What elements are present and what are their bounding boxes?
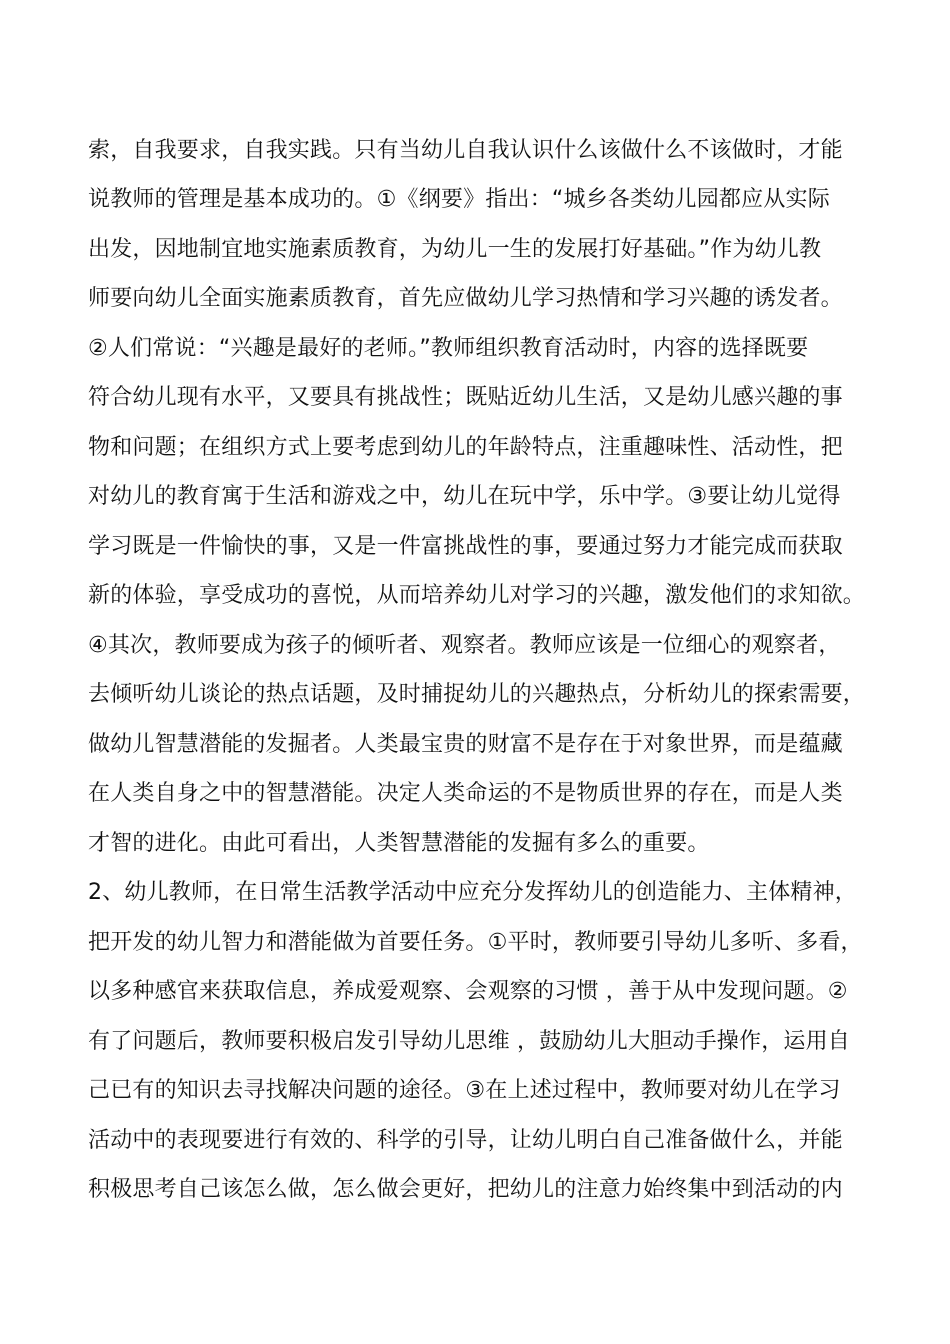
text-line: 去倾听幼儿谈论的热点话题，及时捕捉幼儿的兴趣热点，分析幼儿的探索需要， xyxy=(88,682,866,707)
text-line: 活动中的表现要进行有效的、科学的引导，让幼儿明白自己准备做什么，并能 xyxy=(88,1128,843,1153)
text-line: 符合幼儿现有水平，又要具有挑战性；既贴近幼儿生活，又是幼儿感兴趣的事 xyxy=(88,385,843,410)
text-line: 有了问题后，教师要积极启发引导幼儿思维 ，鼓励幼儿大胆动手操作，运用自 xyxy=(88,1029,850,1054)
text-line: 对幼儿的教育寓于生活和游戏之中，幼儿在玩中学，乐中学。③要让幼儿觉得 xyxy=(88,484,841,509)
text-line: 把开发的幼儿智力和潜能做为首要任务。①平时，教师要引导幼儿多听、多看， xyxy=(88,930,863,955)
text-line: 在人类自身之中的智慧潜能。决定人类命运的不是物质世界的存在，而是人类 xyxy=(88,781,843,806)
text-line: 学习既是一件愉快的事，又是一件富挑战性的事，要通过努力才能完成而获取 xyxy=(88,534,843,559)
text-line: 说教师的管理是基本成功的。①《纲要》指出：“城乡各类幼儿园都应从实际 xyxy=(88,187,830,212)
text-line: 物和问题；在组织方式上要考虑到幼儿的年龄特点，注重趣味性、活动性，把 xyxy=(88,435,843,460)
text-line: 索，自我要求，自我实践。只有当幼儿自我认识什么该做什么不该做时，才能 xyxy=(88,138,843,163)
text-line: 才智的进化。由此可看出，人类智慧潜能的发掘有多么的重要。 xyxy=(88,831,710,856)
text-line: ④其次，教师要成为孩子的倾听者、观察者。教师应该是一位细心的观察者， xyxy=(88,633,841,658)
text-line: 师要向幼儿全面实施素质教育，首先应做幼儿学习热情和学习兴趣的诱发者。 xyxy=(88,286,843,311)
text-line: 己已有的知识去寻找解决问题的途径。③在上述过程中，教师要对幼儿在学习 xyxy=(88,1078,841,1103)
text-line: 积极思考自己该怎么做，怎么做会更好，把幼儿的注意力始终集中到活动的内 xyxy=(88,1177,843,1202)
text-line: 新的体验，享受成功的喜悦，从而培养幼儿对学习的兴趣，激发他们的求知欲。 xyxy=(88,583,866,608)
text-line: 做幼儿智慧潜能的发掘者。人类最宝贵的财富不是存在于对象世界，而是蕴藏 xyxy=(88,732,843,757)
text-line: 2、幼儿教师，在日常生活教学活动中应充分发挥幼儿的创造能力、主体精神， xyxy=(88,880,857,905)
text-line: ②人们常说：“兴趣是最好的老师。”教师组织教育活动时，内容的选择既要 xyxy=(88,336,809,361)
text-line: 出发，因地制宜地实施素质教育，为幼儿一生的发展打好基础。”作为幼儿教 xyxy=(88,237,822,262)
text-line: 以多种感官来获取信息，养成爱观察、会观察的习惯 ，善于从中发现问题。② xyxy=(88,979,848,1004)
